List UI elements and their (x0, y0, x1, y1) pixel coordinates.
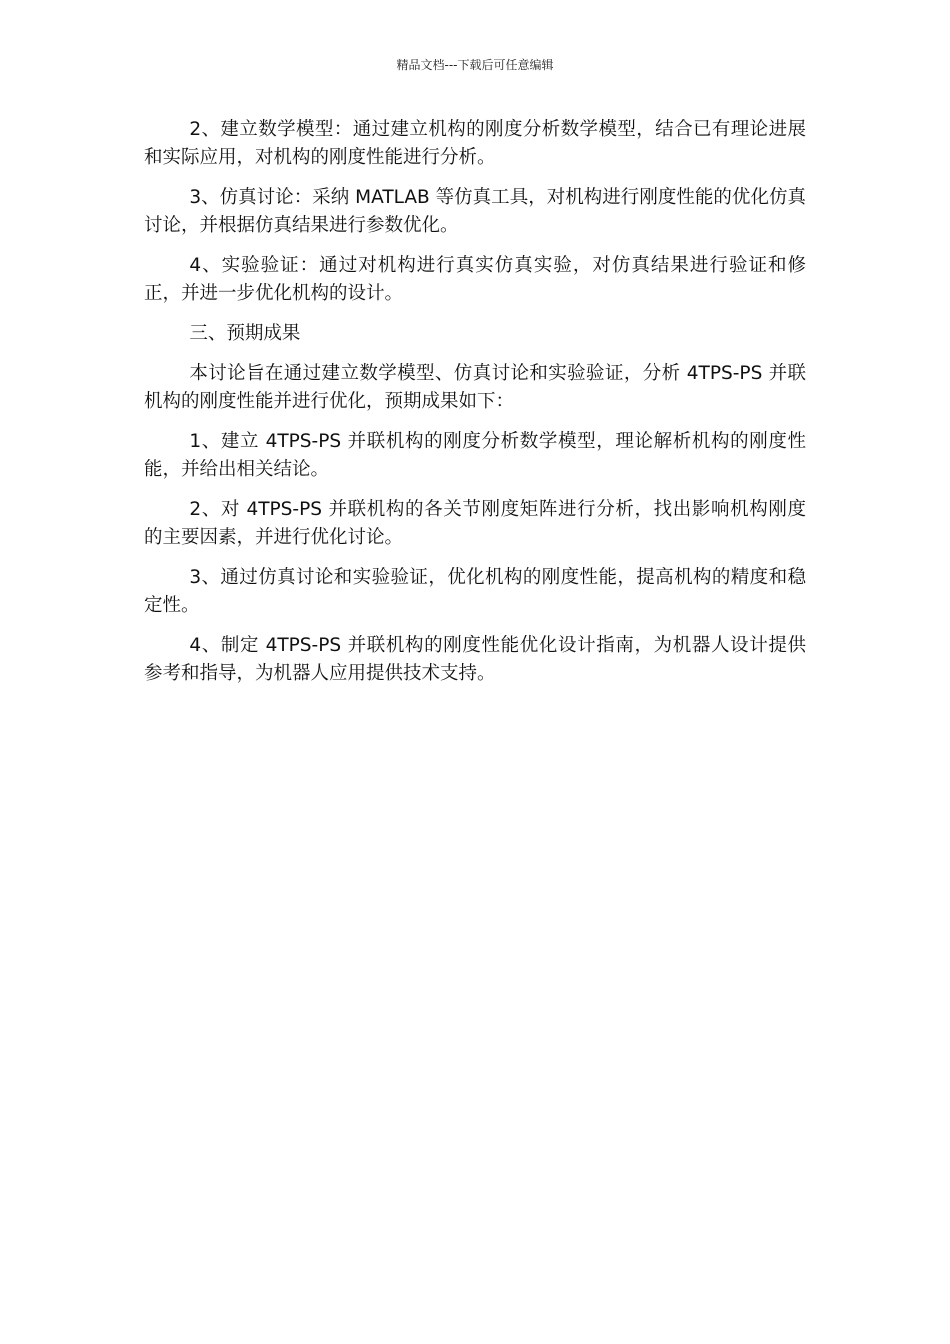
document-body (144, 116, 806, 700)
page-header: 精品文档---下载后可任意编辑 (396, 58, 554, 72)
paragraph-results-intro: 本讨论旨在通过建立数学模型、仿真讨论和实验验证，分析 4TPS-PS 并联机构的刚度性能并进行优化，预期成果如下： (144, 363, 806, 412)
paragraph-method-2: 2、建立数学模型：通过建立机构的刚度分析数学模型，结合已有理论进展和实际应用，对机构的刚度性能进行分析。 (144, 119, 806, 168)
paragraph-result-1: 1、建立 4TPS-PS 并联机构的刚度分析数学模型，理论解析机构的刚度性能，并给出相关结论。 (144, 431, 806, 480)
paragraph-method-4: 4、实验验证：通过对机构进行真实仿真实验，对仿真结果进行验证和修正，并进一步优化机构的设计。 (144, 255, 806, 304)
paragraph-result-2: 2、对 4TPS-PS 并联机构的各关节刚度矩阵进行分析，找出影响机构刚度的主要因素，并进行优化讨论。 (144, 499, 806, 548)
paragraph-result-4: 4、制定 4TPS-PS 并联机构的刚度性能优化设计指南，为机器人设计提供参考和指导，为机器人应用提供技术支持。 (144, 635, 806, 684)
paragraph-method-3: 3、仿真讨论：采纳 MATLAB 等仿真工具，对机构进行刚度性能的优化仿真讨论，并根据仿真结果进行参数优化。 (144, 187, 806, 236)
paragraph-result-3: 3、通过仿真讨论和实验验证，优化机构的刚度性能，提高机构的精度和稳定性。 (144, 567, 806, 616)
section-heading-expected-results: 三、预期成果 (189, 323, 301, 344)
